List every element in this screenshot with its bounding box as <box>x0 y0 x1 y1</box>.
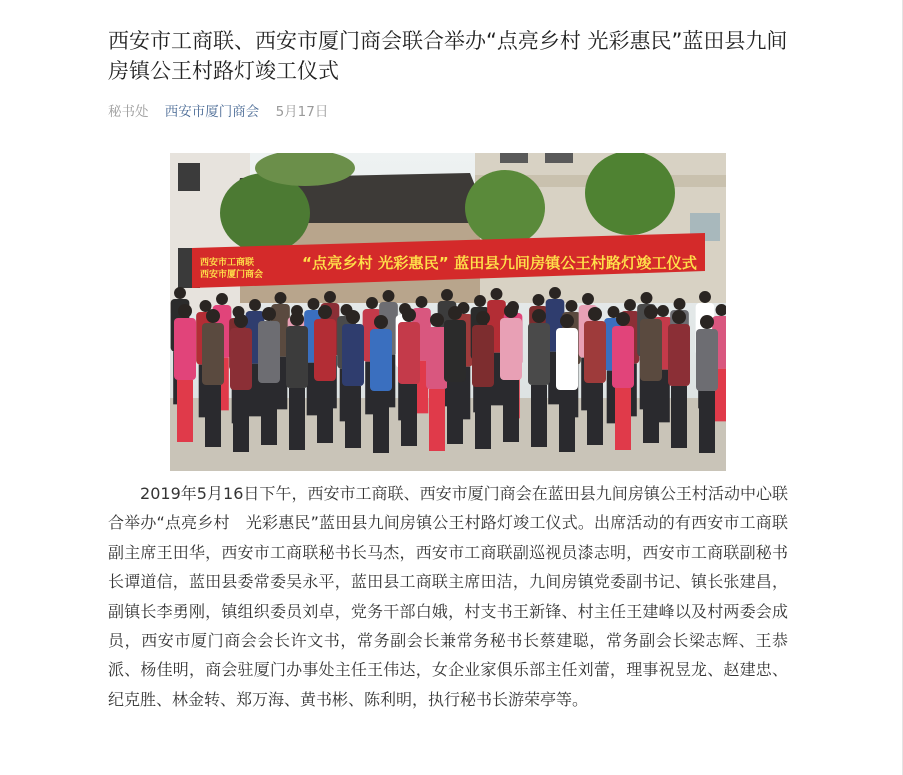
tree <box>465 170 545 246</box>
event-photo <box>170 153 726 471</box>
publish-date: 5月17日 <box>275 104 329 120</box>
article-meta <box>108 100 340 120</box>
account-name-link[interactable]: 西安市厦门商会 <box>164 104 260 120</box>
article-title: 西安市工商联、西安市厦门商会联合举办“点亮乡村 光彩惠民”蓝田县九间房镇公王村路灯竣工仪式 <box>108 29 788 83</box>
banner-org2: 西安市厦门商会 <box>200 270 264 280</box>
banner-main: “点亮乡村 光彩惠民” 蓝田县九间房镇公王村路灯竣工仪式 <box>302 254 697 272</box>
article-paragraph: 2019年5月16日下午，西安市工商联、西安市厦门商会在蓝田县九间房镇公王村活动中心联合举办“点亮乡村 光彩惠民”蓝田县九间房镇公王村路灯竣工仪式。出席活动的有西安市工商联副主席王田华，西安市工商联秘书长马杰，西安市工商联副巡视员漆志明，西安市工商联副秘书长谭道信，蓝田县委常委吴永平，蓝田县工商联主席田洁，九间房镇党委副书记、镇长张建昌，副镇长李勇刚，镇组织委员刘卓，党务干部白娥，村支书王新锋、村主任王建峰以及村两委会成员，西安市厦门商会会长许文书，常务副会长兼常务秘书长蔡建聪，常务副会长梁志辉、王恭派、杨佳明，商会驻厦门办事处主任王伟达，女企业家俱乐部主任刘蕾，理事祝昱龙、赵建忠、纪克胜、林金转、郑万海、黄书彬、陈利明，执行秘书长游荣亭等。 <box>108 484 788 709</box>
author-label: 秘书处 <box>108 104 149 120</box>
banner-org1: 西安市工商联 <box>200 258 255 268</box>
tree <box>585 153 675 235</box>
